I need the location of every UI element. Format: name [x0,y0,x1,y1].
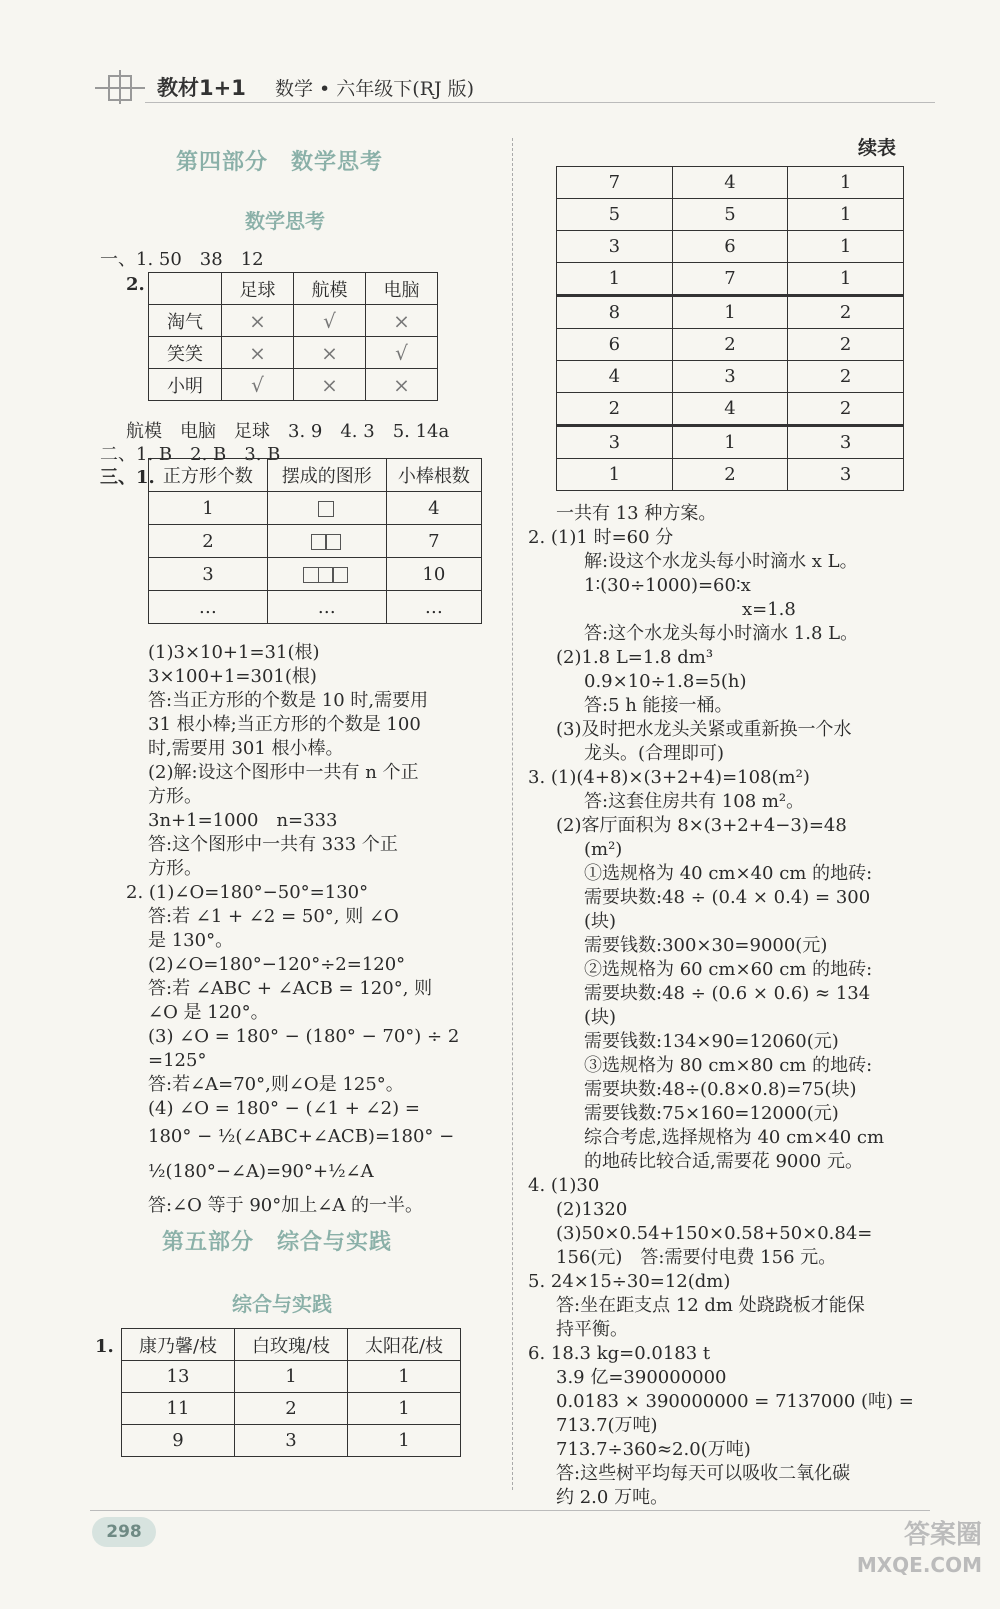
answer-1-1: 一、1. 50 38 12 [100,249,264,270]
table-row [557,199,904,231]
table-cell: 1 [149,492,268,525]
table-row [557,426,904,459]
table-row [557,361,904,393]
table-cell: 2 [149,525,268,558]
page-header [95,66,935,106]
table-cell: 3 [672,361,788,393]
answer-line: 持平衡。 [556,1319,628,1340]
answer-line: (块) [584,911,617,932]
stick-table [148,458,482,624]
table-cell: 5 [557,199,673,231]
answer-line: 答:这些树平均每天可以吸收二氧化碳 [556,1463,851,1484]
answer-line: 答:若∠A=70°,则∠O是 125°。 [148,1074,404,1095]
table-cell: 1 [348,1393,461,1425]
answer-line: 答:当正方形的个数是 10 时,需要用 [148,690,429,711]
answer-line: (2)∠O=180°−120°÷2=120° [148,954,406,975]
table-cell: 11 [122,1393,235,1425]
sports-table [148,272,438,401]
answer-line: ∠O 是 120°。 [148,1002,269,1023]
table-cell: 7 [672,263,788,296]
table-row [557,296,904,329]
answer-line: 1∶(30÷1000)=60∶x [584,575,751,596]
answer-line: 答:坐在距支点 12 dm 处跷跷板才能保 [556,1295,865,1316]
table-row [557,459,904,491]
table-cell: 1 [348,1425,461,1457]
answer-line: 3n+1=1000 n=333 [148,810,338,831]
table-cell: 4 [386,492,481,525]
mark-cell: × [294,337,366,369]
answer-line: 龙头。(合理即可) [584,743,725,764]
table-row [557,393,904,426]
table-cell: 2 [788,393,904,426]
answer-line: 方形。 [148,786,202,807]
page-number: 298 [92,1517,156,1547]
table-cell: 3 [557,426,673,459]
table-cell: 2 [557,393,673,426]
answer-line: 需要块数:48 ÷ (0.6 × 0.6) ≈ 134 [584,983,871,1004]
table-cell: 7 [557,167,673,199]
book-logo-icon [95,70,147,104]
section-title-part5: 第五部分 综合与实践 [162,1230,393,1255]
table-cell: 6 [672,231,788,263]
table-row [122,1361,461,1393]
table-row [149,525,482,558]
mark-cell: × [222,305,294,337]
answer-line: 6. 18.3 kg=0.0183 t [528,1343,711,1364]
answer-line: 需要块数:48 ÷ (0.4 × 0.4) = 300 [584,887,871,908]
table-row [557,167,904,199]
column-divider [512,138,513,1490]
answer-line: 答:这个水龙头每小时滴水 1.8 L。 [584,623,859,644]
answer-line: 约 2.0 万吨。 [556,1487,669,1508]
answer-line: 3×100+1=301(根) [148,666,317,687]
answer-line: 713.7(万吨) [556,1415,658,1436]
table-cell: 2 [672,329,788,361]
answer-1-line: 航模 电脑 足球 3. 9 4. 3 5. 14a [126,421,450,442]
table-row [122,1425,461,1457]
answer-line: 答:这套住房共有 108 m²。 [584,791,805,812]
table-cell: 3 [557,231,673,263]
table-header-cell: 白玫瑰/枝 [235,1329,348,1361]
row-name: 笑笑 [149,337,222,369]
table-cell: 1 [235,1361,348,1393]
table-cell: 3 [788,459,904,491]
table-header-cell: 小棒根数 [386,459,481,492]
table-cell: 4 [672,167,788,199]
answer-line: (2)1.8 L=1.8 dm³ [556,647,714,668]
answer-3-label: 三、1. [100,467,155,488]
table-cell: 2 [788,361,904,393]
table-row [149,492,482,525]
answer-line: 是 130°。 [148,930,234,951]
table-cell: 7 [386,525,481,558]
answer-line: 需要钱数:75×160=12000(元) [584,1103,839,1124]
table-header-cell: 足球 [222,273,294,305]
table-cell: 4 [557,361,673,393]
continued-table-label: 续表 [858,137,897,159]
table-cell: 1 [672,426,788,459]
answer-line: (1)3×10+1=31(根) [148,642,320,663]
square-figure-2 [267,525,386,558]
answer-line: 2. (1)∠O=180°−50°=130° [126,882,369,903]
answer-line: 解:设这个水龙头每小时滴水 x L。 [584,551,858,572]
table-cell: 1 [788,199,904,231]
answer-line: 时,需要用 301 根小棒。 [148,738,344,759]
brand-title: 教材1+1 [157,76,246,100]
table-row [557,329,904,361]
table-header-cell: 太阳花/枝 [348,1329,461,1361]
answer-line: 答:若 ∠1 + ∠2 = 50°, 则 ∠O [148,906,399,927]
answer-line: 31 根小棒;当正方形的个数是 100 [148,714,421,735]
table-cell: 1 [788,231,904,263]
watermark [857,1520,982,1580]
table-cell: 2 [788,296,904,329]
table-row [122,1393,461,1425]
table-row [149,558,482,591]
table-row [557,231,904,263]
table-cell: 6 [557,329,673,361]
footer-rule [90,1510,930,1511]
table-cell: 1 [788,263,904,296]
answer-line: (m²) [584,839,623,860]
subsection-title-practice: 综合与实践 [232,1292,332,1316]
table-cell: … [386,591,481,624]
mark-cell: × [222,337,294,369]
table-cell: … [267,591,386,624]
answer-line: (3)及时把水龙头关紧或重新换一个水 [556,719,852,740]
answer-line: 的地砖比较合适,需要花 9000 元。 [584,1151,863,1172]
answer-line: 答:∠O 等于 90°加上∠A 的一半。 [148,1195,424,1216]
answer-line: 方形。 [148,858,202,879]
answer-line: 0.9×10÷1.8=5(h) [584,671,747,692]
answer-line: ②选规格为 60 cm×60 cm 的地砖: [584,959,873,980]
mark-cell: × [366,305,438,337]
answer-line: 需要钱数:300×30=9000(元) [584,935,828,956]
mark-cell: × [366,369,438,401]
table-header-cell: 康乃馨/枝 [122,1329,235,1361]
row-name: 淘气 [149,305,222,337]
answer-line: 156(元) 答:需要付电费 156 元。 [556,1247,837,1268]
table-row [149,337,438,369]
header-rule [145,102,935,103]
table-cell: 2 [788,329,904,361]
answer-line: (4) ∠O = 180° − (∠1 + ∠2) = [148,1098,420,1119]
answer-line: =125° [148,1050,207,1071]
watermark-url: MXQE.COM [856,1553,982,1577]
table-cell: 8 [557,296,673,329]
table-cell: 1 [557,459,673,491]
table-row [149,591,482,624]
table-cell: 2 [235,1393,348,1425]
table-cell: 10 [386,558,481,591]
answer-line: 需要钱数:134×90=12060(元) [584,1031,839,1052]
answer-line: 3. (1)(4+8)×(3+2+4)=108(m²) [528,767,810,788]
subject-title: 数学 • 六年级下(RJ 版) [275,78,475,100]
table-header-cell: 航模 [294,273,366,305]
answer-line: 一共有 13 种方案。 [556,503,717,524]
table-cell: 2 [672,459,788,491]
mark-cell: √ [294,305,366,337]
table-row [557,263,904,296]
square-figure-1 [267,492,386,525]
table-cell: 9 [122,1425,235,1457]
table-cell: 4 [672,393,788,426]
square-figure-3 [267,558,386,591]
table-cell: … [149,591,268,624]
mark-cell: √ [222,369,294,401]
table-cell: 1 [788,167,904,199]
table-cell: 3 [788,426,904,459]
subsection-title-math-thinking: 数学思考 [245,209,325,233]
answer-line: 4. (1)30 [528,1175,600,1196]
flower-table [121,1328,461,1457]
table-cell: 1 [557,263,673,296]
table-cell: 5 [672,199,788,231]
answer-line: (3) ∠O = 180° − (180° − 70°) ÷ 2 [148,1026,460,1047]
answer-line: ①选规格为 40 cm×40 cm 的地砖: [584,863,873,884]
answer-line: 答:5 h 能接一桶。 [584,695,733,716]
table-cell: 3 [149,558,268,591]
answer-line: 答:若 ∠ABC + ∠ACB = 120°, 则 [148,978,433,999]
table-header-cell: 摆成的图形 [267,459,386,492]
mark-cell: × [294,369,366,401]
row-name: 小明 [149,369,222,401]
answer-line: ③选规格为 80 cm×80 cm 的地砖: [584,1055,873,1076]
answer-line: 3.9 亿=390000000 [556,1367,727,1388]
answer-line: (3)50×0.54+150×0.58+50×0.84= [556,1223,873,1244]
answer-line: (2)解:设这个图形中一共有 n 个正 [148,762,419,783]
answer-2: 二、1. B 2. B 3. B [100,444,281,465]
table-cell: 1 [672,296,788,329]
answer-line: 180° − ½(∠ABC+∠ACB)=180° − [148,1126,455,1147]
table-cell: 1 [348,1361,461,1393]
table-header-cell: 正方形个数 [149,459,268,492]
watermark-title: 答案圈 [903,1520,982,1550]
continued-flower-table [556,166,904,491]
answer-1-2-label: 2. [126,274,145,295]
section-title-part4: 第四部分 数学思考 [176,150,384,175]
table-cell: 13 [122,1361,235,1393]
table-header-cell [149,273,222,305]
answer-5-1-label: 1. [95,1336,114,1357]
answer-line: (2)客厅面积为 8×(3+2+4−3)=48 [556,815,847,836]
answer-line: 答:这个图形中一共有 333 个正 [148,834,398,855]
table-cell: 3 [235,1425,348,1457]
answer-line: 0.0183 × 390000000 = 7137000 (吨) = [556,1391,914,1412]
mark-cell: √ [366,337,438,369]
answer-line: 需要块数:48÷(0.8×0.8)=75(块) [584,1079,857,1100]
table-row [149,305,438,337]
answer-line: 713.7÷360≈2.0(万吨) [556,1439,751,1460]
answer-line: x=1.8 [742,599,796,620]
answer-line: 综合考虑,选择规格为 40 cm×40 cm [584,1127,885,1148]
answer-line: 2. (1)1 时=60 分 [528,527,674,548]
answer-line: (块) [584,1007,617,1028]
answer-line: ½(180°−∠A)=90°+½∠A [148,1161,374,1182]
table-header-cell: 电脑 [366,273,438,305]
table-row [149,369,438,401]
answer-line: (2)1320 [556,1199,628,1220]
answer-line: 5. 24×15÷30=12(dm) [528,1271,731,1292]
